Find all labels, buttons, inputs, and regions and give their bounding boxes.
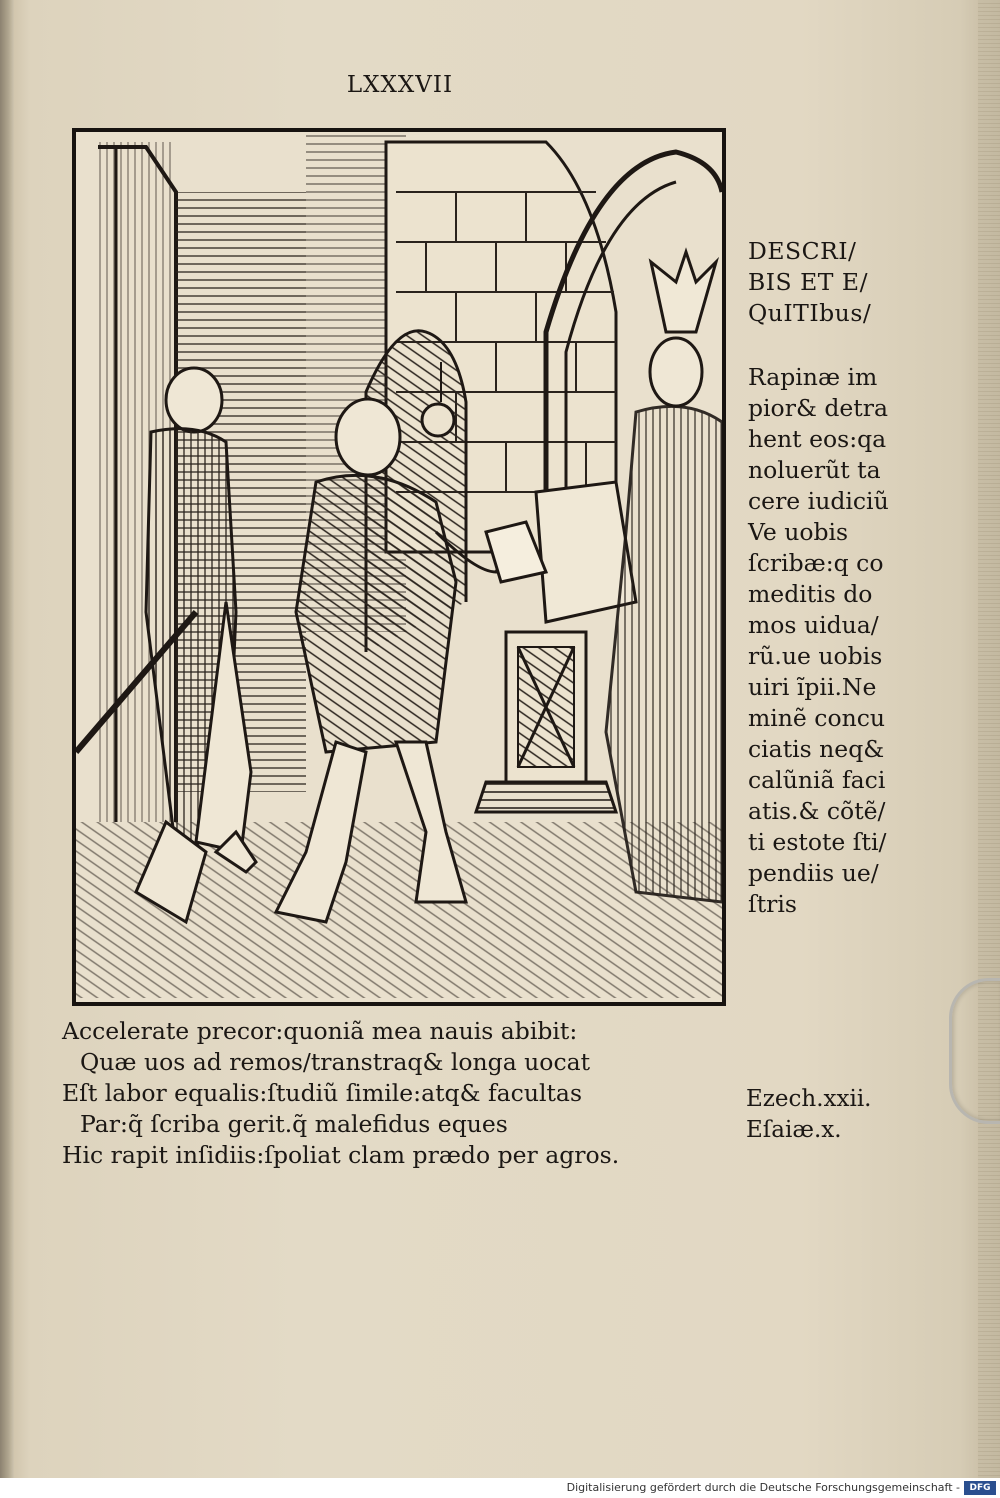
sidebar-line: atis.& cõtẽ/ xyxy=(748,797,886,825)
sidebar-line: pendiis ue/ xyxy=(748,859,879,887)
verse-line: Accelerate precor:quoniã mea nauis abibit: xyxy=(62,1017,578,1045)
sidebar-line: ſtris xyxy=(748,890,797,918)
scripture-references xyxy=(746,1084,872,1146)
reference-line: Ezech.xxii. xyxy=(746,1086,872,1112)
verse-line: Par:q̃ ſcriba gerit.q̃ malefidus eques xyxy=(80,1110,508,1138)
verse-line: Eſt labor equalis:ſtudiũ ſimile:atq& facultas xyxy=(62,1079,583,1107)
digitization-footer: Digitalisierung gefördert durch die Deutsche Forschungsgemeinschaft - xyxy=(0,1478,1000,1498)
verse-block xyxy=(62,1016,619,1171)
page-clip xyxy=(949,978,1000,1124)
sidebar-line: hent eos:qa xyxy=(748,425,887,453)
reference-line: Eſaiæ.x. xyxy=(746,1117,842,1143)
sidebar-line: rũ.ue uobis xyxy=(748,642,883,670)
sidebar-heading-line: QuITIbus/ xyxy=(748,299,872,327)
dfg-logo: DFG xyxy=(964,1481,996,1495)
sidebar-line: cere iudiciũ xyxy=(748,487,889,515)
sidebar-line: ciatis neq& xyxy=(748,735,885,763)
page-fore-edge xyxy=(978,0,1000,1478)
sidebar-line: meditis do xyxy=(748,580,873,608)
verse-line: Hic rapit inſidiis:ſpoliat clam prædo per agros. xyxy=(62,1141,620,1169)
sidebar-line: pior& detra xyxy=(748,394,888,422)
sidebar-line: ſcribæ:q co xyxy=(748,549,884,577)
sidebar-line: Ve uobis xyxy=(748,518,849,546)
sidebar-line: noluerũt ta xyxy=(748,456,881,484)
woodcut-illustration xyxy=(72,128,726,1006)
sidebar-line: ti estote ſti/ xyxy=(748,828,887,856)
sidebar-line: uiri ĩpii.Ne xyxy=(748,673,877,701)
sidebar-line: mos uidua/ xyxy=(748,611,879,639)
sidebar-heading-line: DESCRI/ xyxy=(748,237,857,265)
binding-gutter xyxy=(0,0,14,1478)
sidebar-line: Rapinæ im xyxy=(748,363,878,391)
sidebar-line: minẽ concu xyxy=(748,704,886,732)
sidebar-line: calũniã faci xyxy=(748,766,886,794)
sidebar-heading xyxy=(748,236,871,329)
folio-number: LXXXVII xyxy=(346,72,454,98)
verse-line: Quæ uos ad remos/transtraq& longa uocat xyxy=(80,1048,591,1076)
sidebar-commentary xyxy=(748,362,889,920)
sidebar-heading-line: BIS ET E/ xyxy=(748,268,868,296)
